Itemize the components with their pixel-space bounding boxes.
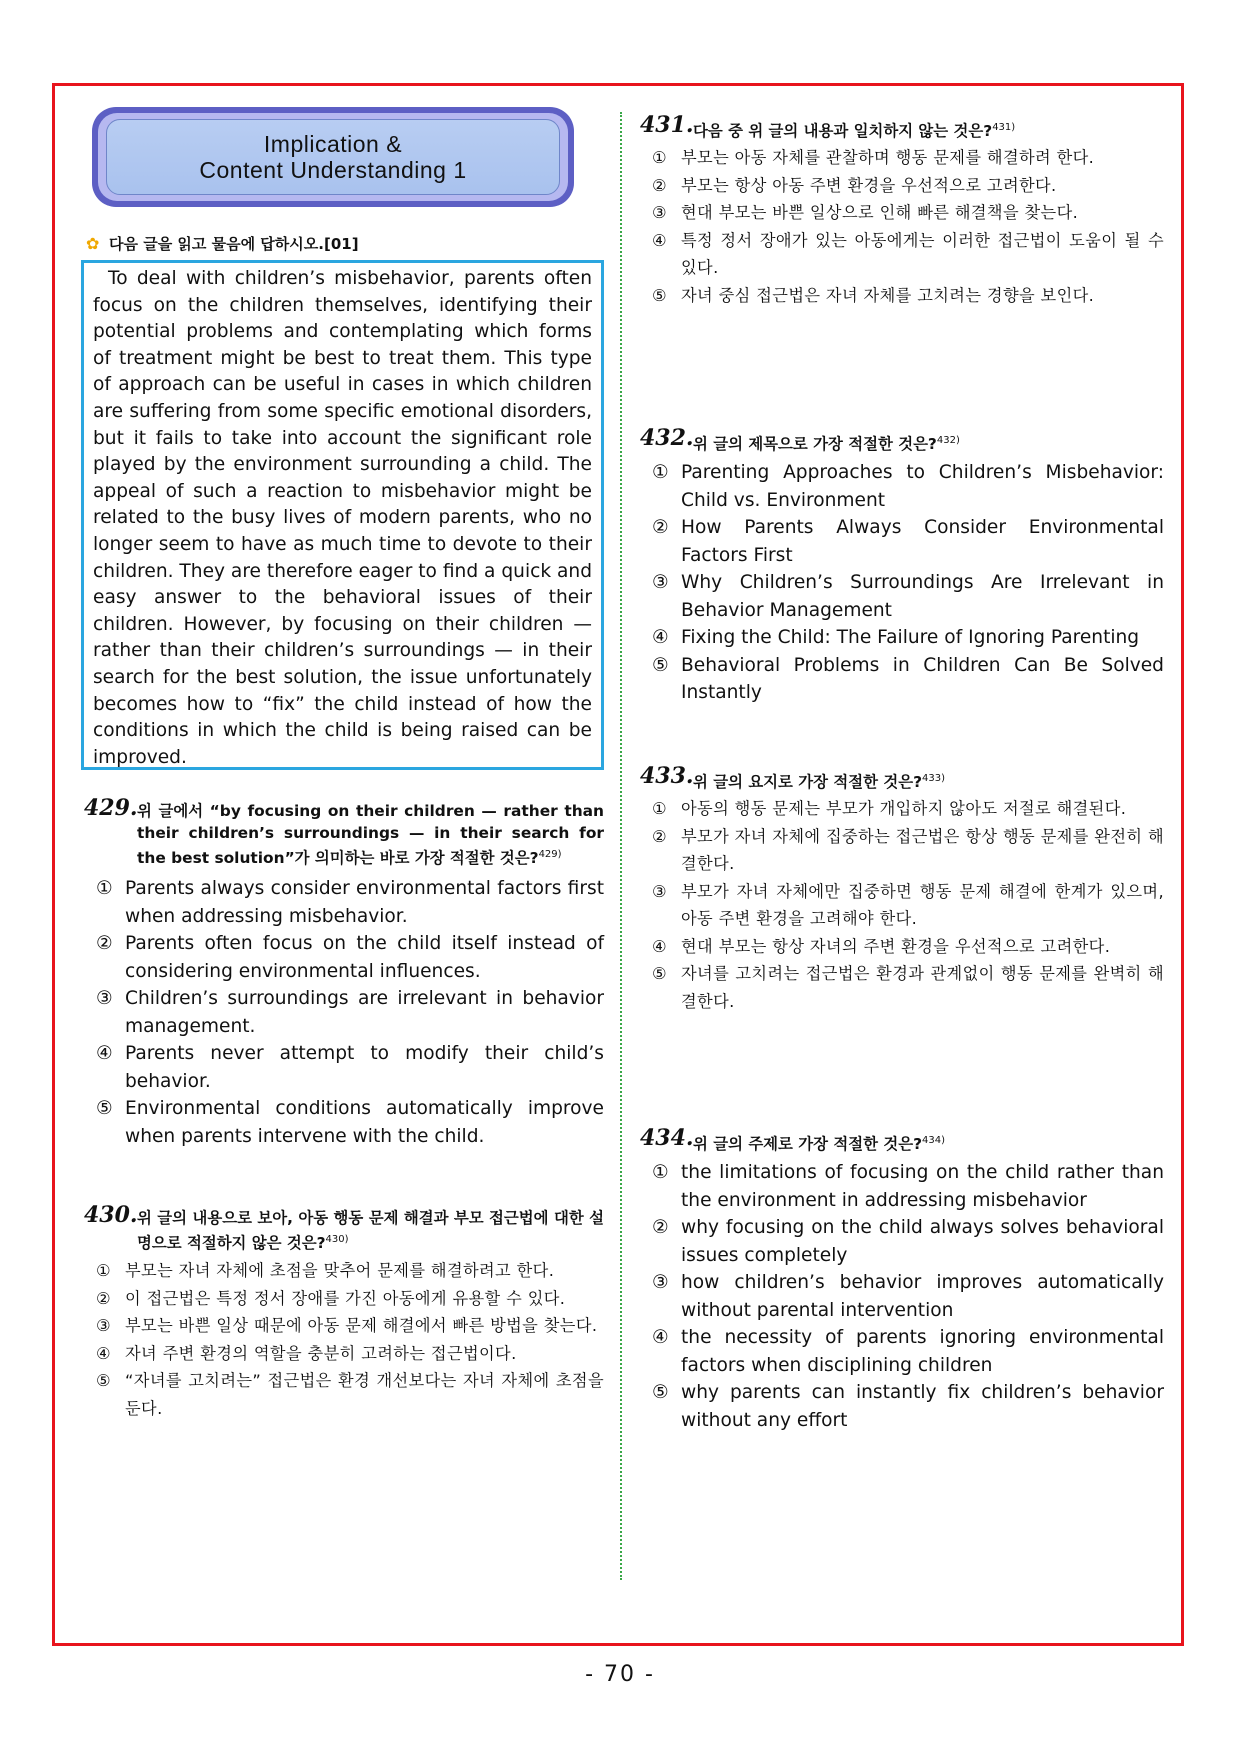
option-marker: ③ xyxy=(652,203,667,223)
option-text: why focusing on the child always solves behavioral issues completely xyxy=(681,1217,1164,1266)
question-text: 위 글에서 “by focusing on their children — rather than their children’s surroundings — in their search for the best solution”가 의미하는 바로 가장 적절한 것은? xyxy=(137,802,604,868)
option-marker: ② xyxy=(96,933,113,955)
footnote-ref: 429) xyxy=(538,849,562,860)
option-text: why parents can instantly fix children’s behavior without any effort xyxy=(681,1382,1164,1431)
flower-bullet-icon: ✿ xyxy=(86,234,100,253)
option-marker: ④ xyxy=(652,627,669,649)
option-marker: ⑤ xyxy=(96,1371,111,1391)
option-marker: ① xyxy=(652,148,667,168)
column-divider xyxy=(620,112,622,1580)
answer-option[interactable] xyxy=(96,930,604,985)
option-marker: ⑤ xyxy=(652,964,667,984)
footnote-ref: 430) xyxy=(325,1234,349,1245)
option-marker: ③ xyxy=(96,988,113,1010)
question-number: 434. xyxy=(640,1125,694,1151)
question-number: 431. xyxy=(640,112,694,138)
option-marker: ③ xyxy=(652,881,667,901)
option-text: Children’s surroundings are irrelevant in behavior management. xyxy=(125,988,604,1037)
option-marker: ⑤ xyxy=(652,285,667,305)
answer-option[interactable] xyxy=(652,878,1164,933)
option-text: 자녀 중심 접근법은 자녀 자체를 고치려는 경향을 보인다. xyxy=(681,285,1095,305)
answer-option[interactable] xyxy=(652,933,1164,961)
option-text: Parenting Approaches to Children’s Misbehavior: Child vs. Environment xyxy=(681,462,1164,511)
option-text: 부모는 바쁜 일상 때문에 아동 문제 해결에서 빠른 방법을 찾는다. xyxy=(125,1316,598,1336)
answer-option[interactable] xyxy=(652,960,1164,1015)
answer-option[interactable] xyxy=(652,1214,1164,1269)
option-marker: ④ xyxy=(652,230,667,250)
option-text: How Parents Always Consider Environmental Factors First xyxy=(681,517,1164,566)
option-marker: ② xyxy=(96,1288,111,1308)
question-number: 429. xyxy=(84,795,138,821)
question-429 xyxy=(84,795,604,1150)
answer-option[interactable] xyxy=(96,1367,604,1422)
option-marker: ② xyxy=(652,1217,669,1239)
option-text: 자녀를 고치려는 접근법은 환경과 관계없이 행동 문제를 완벽히 해결한다. xyxy=(681,964,1164,1011)
question-430 xyxy=(84,1202,604,1422)
answer-option[interactable] xyxy=(652,652,1164,707)
instruction-text: 다음 글을 읽고 물음에 답하시오.[01] xyxy=(109,235,359,253)
answer-option[interactable] xyxy=(96,1312,604,1340)
answer-option[interactable] xyxy=(96,1340,604,1368)
question-434-stem xyxy=(640,1125,1164,1155)
option-marker: ⑤ xyxy=(652,654,669,676)
option-text: Why Children’s Surroundings Are Irrelevant in Behavior Management xyxy=(681,572,1164,621)
option-marker: ② xyxy=(652,826,667,846)
question-431-stem xyxy=(640,112,1164,142)
option-text: 아동의 행동 문제는 부모가 개입하지 않아도 저절로 해결된다. xyxy=(681,799,1127,819)
option-marker: ① xyxy=(96,1261,111,1281)
question-433-stem xyxy=(640,763,1164,793)
option-marker: ③ xyxy=(652,1272,669,1294)
question-number: 433. xyxy=(640,763,694,789)
answer-option[interactable] xyxy=(652,1269,1164,1324)
option-marker: ④ xyxy=(652,1327,669,1349)
question-text: 위 글의 제목으로 가장 적절한 것은? xyxy=(693,435,937,454)
option-marker: ④ xyxy=(96,1343,111,1363)
answer-option[interactable] xyxy=(652,823,1164,878)
option-text: Parents always consider environmental factors first when addressing misbehavior. xyxy=(125,878,604,927)
answer-option[interactable] xyxy=(652,282,1164,310)
answer-option[interactable] xyxy=(96,1257,604,1285)
option-marker: ② xyxy=(652,175,667,195)
option-text: 부모는 항상 아동 주변 환경을 우선적으로 고려한다. xyxy=(681,175,1057,195)
question-432 xyxy=(640,425,1164,707)
answer-option[interactable] xyxy=(652,227,1164,282)
reading-passage xyxy=(81,260,604,770)
option-marker: ① xyxy=(652,799,667,819)
option-marker: ① xyxy=(652,1162,669,1184)
option-marker: ④ xyxy=(96,1043,113,1065)
option-text: 부모가 자녀 자체에 집중하는 접근법은 항상 행동 문제를 완전히 해결한다. xyxy=(681,826,1164,874)
answer-option[interactable] xyxy=(652,144,1164,172)
option-text: Fixing the Child: The Failure of Ignoring Parenting xyxy=(681,627,1140,649)
question-431 xyxy=(640,112,1164,309)
option-marker: ② xyxy=(652,517,669,539)
option-text: Parents often focus on the child itself instead of considering environmental influences. xyxy=(125,933,604,982)
footnote-ref: 431) xyxy=(992,122,1016,133)
question-text: 위 글의 주제로 가장 적절한 것은? xyxy=(693,1135,922,1154)
option-text: 현대 부모는 바쁜 일상으로 인해 빠른 해결책을 찾는다. xyxy=(681,203,1079,223)
answer-option[interactable] xyxy=(652,199,1164,227)
question-433 xyxy=(640,763,1164,1015)
option-text: 이 접근법은 특정 정서 장애를 가진 아동에게 유용할 수 있다. xyxy=(125,1288,566,1308)
answer-option[interactable] xyxy=(96,875,604,930)
option-text: the limitations of focusing on the child rather than the environment in addressing misbehavior xyxy=(681,1162,1164,1211)
question-text: 다음 중 위 글의 내용과 일치하지 않는 것은? xyxy=(693,122,993,141)
answer-option[interactable] xyxy=(652,459,1164,514)
answer-option[interactable] xyxy=(96,1285,604,1313)
option-marker: ④ xyxy=(652,936,667,956)
option-text: the necessity of parents ignoring environmental factors when disciplining children xyxy=(681,1327,1164,1376)
option-text: Behavioral Problems in Children Can Be Solved Instantly xyxy=(681,654,1164,704)
page-number: - 70 - xyxy=(585,1662,655,1687)
option-text: 특정 정서 장애가 있는 아동에게는 이러한 접근법이 도움이 될 수 있다. xyxy=(681,230,1164,278)
answer-option[interactable] xyxy=(652,795,1164,823)
question-number: 430. xyxy=(84,1202,138,1228)
section-header-badge xyxy=(92,107,574,207)
question-434 xyxy=(640,1125,1164,1434)
answer-option[interactable] xyxy=(96,985,604,1040)
option-text: 부모는 자녀 자체에 초점을 맞추어 문제를 해결하려고 한다. xyxy=(125,1261,555,1281)
header-title-line-2: Content Understanding 1 xyxy=(199,157,467,183)
answer-option[interactable] xyxy=(96,1040,604,1095)
option-text: 부모가 자녀 자체에만 집중하면 행동 문제 해결에 한계가 있으며, 아동 주변 환경을 고려해야 한다. xyxy=(681,881,1164,929)
option-text: “자녀를 고치려는” 접근법은 환경 개선보다는 자녀 자체에 초점을 둔다. xyxy=(125,1371,604,1418)
question-429-stem xyxy=(84,795,604,869)
option-marker: ③ xyxy=(652,572,669,594)
option-text: how children’s behavior improves automatically without parental intervention xyxy=(681,1272,1164,1321)
answer-option[interactable] xyxy=(652,172,1164,200)
option-text: 현대 부모는 항상 자녀의 주변 환경을 우선적으로 고려한다. xyxy=(681,936,1111,956)
instruction xyxy=(86,233,359,254)
passage-text: To deal with children’s misbehavior, parents often focus on the children themselves, identifying their potential problems and contemplating which forms of treatment might be best to treat them. This type of approach can be useful in cases in which children are suffering from some specific emotional disorders, but it fails to take into account the significant role played by the environment surrounding a child. The appeal of such a reaction to misbehavior might be related to the busy lives of modern parents, who no longer seem to have as much time to devote to their children. They are therefore eager to find a quick and easy answer to the behavioral issues of their children. However, by focusing on their children — rather than their children’s surroundings — in their search for the best solution, the issue unfortunately becomes how to “fix” the child instead of how the conditions in which the child is being raised can be improved. xyxy=(93,268,592,768)
answer-option[interactable] xyxy=(652,1159,1164,1214)
header-title-line-1: Implication & xyxy=(263,131,403,157)
answer-option[interactable] xyxy=(96,1095,604,1150)
footnote-ref: 432) xyxy=(936,435,960,446)
option-text: 부모는 아동 자체를 관찰하며 행동 문제를 해결하려 한다. xyxy=(681,148,1095,168)
question-text: 위 글의 내용으로 보아, 아동 행동 문제 해결과 부모 접근법에 대한 설명으로 적절하지 않은 것은? xyxy=(137,1209,604,1253)
question-number: 432. xyxy=(640,425,694,451)
option-text: Environmental conditions automatically improve when parents intervene with the child. xyxy=(125,1098,604,1147)
footnote-ref: 434) xyxy=(922,1135,945,1146)
option-marker: ③ xyxy=(96,1316,111,1336)
option-marker: ① xyxy=(652,462,669,484)
option-marker: ⑤ xyxy=(652,1382,669,1404)
answer-option[interactable] xyxy=(652,1324,1164,1379)
footnote-ref: 433) xyxy=(922,773,945,784)
answer-option[interactable] xyxy=(652,1379,1164,1434)
question-432-stem xyxy=(640,425,1164,455)
option-text: 자녀 주변 환경의 역할을 충분히 고려하는 접근법이다. xyxy=(125,1343,517,1363)
question-text: 위 글의 요지로 가장 적절한 것은? xyxy=(693,773,922,792)
answer-option[interactable] xyxy=(652,569,1164,624)
option-text: Parents never attempt to modify their child’s behavior. xyxy=(125,1043,604,1092)
option-marker: ⑤ xyxy=(96,1098,113,1120)
question-430-stem xyxy=(84,1202,604,1254)
answer-option[interactable] xyxy=(652,624,1164,652)
option-marker: ① xyxy=(96,878,113,900)
answer-option[interactable] xyxy=(652,514,1164,569)
